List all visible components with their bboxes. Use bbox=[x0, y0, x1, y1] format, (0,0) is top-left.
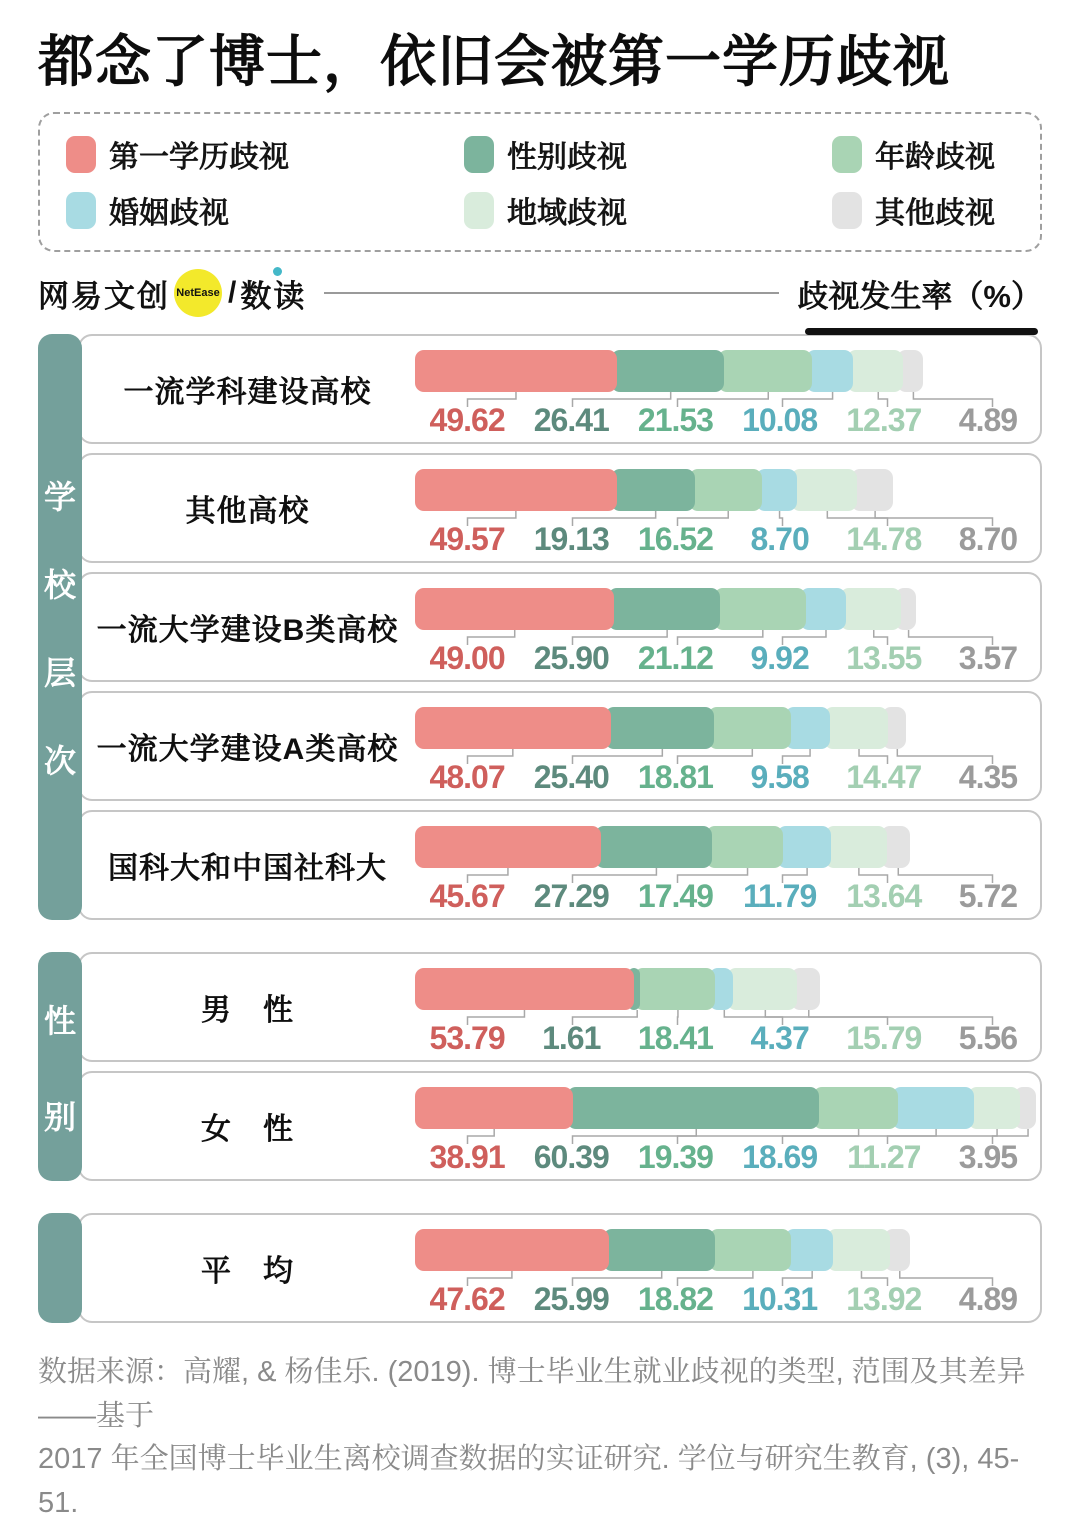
value-label-性别歧视: 60.39 bbox=[533, 1139, 609, 1176]
value-label-年龄歧视: 18.82 bbox=[637, 1281, 713, 1318]
legend-label: 地域歧视 bbox=[507, 197, 627, 231]
value-label-地域歧视: 13.64 bbox=[846, 878, 922, 915]
row-label: 一流大学建设A类高校 bbox=[96, 733, 399, 767]
bar-segment-地域歧视 bbox=[727, 968, 797, 1010]
bar-segment-性别歧视 bbox=[567, 1087, 819, 1129]
row-label: 国科大和中国社科大 bbox=[108, 852, 387, 886]
bar-segment-年龄歧视 bbox=[706, 826, 783, 868]
legend-item bbox=[66, 132, 464, 176]
brand-logo: 网易文创 bbox=[38, 278, 170, 314]
value-row bbox=[415, 521, 1040, 558]
group-学校层次 bbox=[38, 334, 1042, 920]
legend-label: 第一学历歧视 bbox=[109, 141, 289, 175]
sidebar-char: 别 bbox=[43, 1098, 76, 1135]
value-label-其他歧视: 4.35 bbox=[958, 759, 1018, 796]
row-card bbox=[78, 1213, 1042, 1323]
shuju-logo: 数读 bbox=[240, 271, 306, 316]
bar-segment-性别歧视 bbox=[603, 1229, 715, 1271]
legend-label: 婚姻歧视 bbox=[109, 197, 229, 231]
value-label-性别歧视: 1.61 bbox=[542, 1020, 601, 1057]
value-label-第一学历歧视: 47.62 bbox=[429, 1281, 505, 1318]
row-card bbox=[78, 572, 1042, 682]
value-label-婚姻歧视: 18.69 bbox=[742, 1139, 818, 1176]
axis-title: 歧视发生率（%） bbox=[797, 278, 1042, 314]
bar-area bbox=[415, 1073, 1040, 1179]
value-label-婚姻歧视: 8.70 bbox=[750, 521, 809, 558]
group-sidebar bbox=[38, 952, 82, 1181]
value-label-第一学历歧视: 49.57 bbox=[429, 521, 505, 558]
bar-segment-年龄歧视 bbox=[813, 1087, 898, 1129]
bar-segment-第一学历歧视 bbox=[415, 707, 611, 749]
row-label: 平 均 bbox=[201, 1255, 294, 1289]
bar-area bbox=[415, 693, 1040, 799]
stacked-bar bbox=[415, 588, 916, 630]
bar-segment-第一学历歧视 bbox=[415, 350, 617, 392]
stacked-bar bbox=[415, 826, 910, 868]
value-row bbox=[415, 1139, 1040, 1176]
bar-segment-其他歧视 bbox=[851, 469, 892, 511]
value-row bbox=[415, 878, 1040, 915]
sidebar-char: 层 bbox=[43, 655, 76, 692]
bar-segment-婚姻歧视 bbox=[785, 1229, 833, 1271]
value-label-地域歧视: 15.79 bbox=[846, 1020, 922, 1057]
value-label-第一学历歧视: 49.00 bbox=[429, 640, 505, 677]
row-card bbox=[78, 334, 1042, 444]
row-card bbox=[78, 952, 1042, 1062]
bar-area bbox=[415, 455, 1040, 561]
legend-swatch-region bbox=[464, 192, 494, 229]
value-label-年龄歧视: 17.49 bbox=[637, 878, 713, 915]
bar-area bbox=[415, 574, 1040, 680]
source-line-1: 数据来源：高耀, & 杨佳乐. (2019). 博士毕业生就业歧视的类型, 范围及其差异——基于 bbox=[38, 1356, 1026, 1432]
legend-label: 其他歧视 bbox=[875, 197, 995, 231]
value-label-地域歧视: 13.92 bbox=[846, 1281, 922, 1318]
row-card bbox=[78, 691, 1042, 801]
group-average bbox=[38, 1213, 1042, 1323]
bar-segment-婚姻歧视 bbox=[892, 1087, 974, 1129]
bar-segment-性别歧视 bbox=[611, 350, 724, 392]
bar-segment-第一学历歧视 bbox=[415, 1087, 573, 1129]
value-label-其他歧视: 5.72 bbox=[958, 878, 1018, 915]
legend-swatch-age bbox=[832, 136, 862, 173]
sidebar-char: 性 bbox=[43, 1002, 76, 1039]
row-label: 一流学科建设高校 bbox=[123, 376, 372, 410]
bar-segment-第一学历歧视 bbox=[415, 968, 634, 1010]
sidebar-char: 学 bbox=[43, 479, 76, 516]
bar-segment-地域歧视 bbox=[825, 826, 887, 868]
stacked-bar bbox=[415, 350, 923, 392]
bar-segment-年龄歧视 bbox=[689, 469, 762, 511]
legend-item bbox=[464, 188, 832, 232]
bar-segment-地域歧视 bbox=[824, 707, 889, 749]
bar-segment-年龄歧视 bbox=[714, 588, 806, 630]
bar-segment-地域歧视 bbox=[827, 1229, 890, 1271]
bar-segment-年龄歧视 bbox=[718, 350, 812, 392]
value-label-性别歧视: 26.41 bbox=[533, 402, 609, 439]
value-label-性别歧视: 25.90 bbox=[533, 640, 609, 677]
value-label-性别歧视: 25.99 bbox=[533, 1281, 609, 1318]
value-label-第一学历歧视: 53.79 bbox=[429, 1020, 505, 1057]
bar-segment-婚姻歧视 bbox=[777, 826, 831, 868]
value-label-地域歧视: 11.27 bbox=[847, 1139, 921, 1176]
value-label-第一学历歧视: 38.91 bbox=[429, 1139, 505, 1176]
stacked-bar bbox=[415, 1087, 1036, 1129]
value-row bbox=[415, 1020, 1040, 1057]
stacked-bar bbox=[415, 1229, 910, 1271]
group-sidebar bbox=[38, 1213, 82, 1323]
legend-label: 年龄歧视 bbox=[875, 141, 995, 175]
legend-item bbox=[832, 188, 1014, 232]
value-label-性别歧视: 25.40 bbox=[533, 759, 609, 796]
sidebar-char: 校 bbox=[43, 567, 76, 604]
legend-item bbox=[66, 188, 464, 232]
bar-segment-第一学历歧视 bbox=[415, 588, 614, 630]
sidebar-char: 次 bbox=[43, 743, 76, 780]
legend-swatch-other bbox=[832, 192, 862, 229]
legend-swatch-marriage bbox=[66, 192, 96, 229]
bar-segment-第一学历歧视 bbox=[415, 1229, 609, 1271]
bar-segment-性别歧视 bbox=[608, 588, 719, 630]
dot-accent-icon bbox=[273, 267, 282, 276]
value-label-婚姻歧视: 10.31 bbox=[742, 1281, 818, 1318]
row-label: 男 性 bbox=[201, 994, 294, 1028]
value-label-第一学历歧视: 48.07 bbox=[429, 759, 505, 796]
row-card bbox=[78, 1071, 1042, 1181]
value-label-地域歧视: 12.37 bbox=[846, 402, 922, 439]
group-sidebar bbox=[38, 334, 82, 920]
value-label-婚姻歧视: 4.37 bbox=[750, 1020, 809, 1057]
value-label-其他歧视: 4.89 bbox=[958, 402, 1018, 439]
bar-segment-年龄歧视 bbox=[709, 1229, 792, 1271]
bar-segment-年龄歧视 bbox=[634, 968, 715, 1010]
value-label-年龄歧视: 19.39 bbox=[637, 1139, 713, 1176]
bar-segment-婚姻歧视 bbox=[806, 350, 853, 392]
value-label-其他歧视: 4.89 bbox=[958, 1281, 1018, 1318]
infographic bbox=[0, 30, 1080, 1525]
value-label-年龄歧视: 18.41 bbox=[637, 1020, 713, 1057]
data-source bbox=[38, 1351, 1042, 1525]
value-label-其他歧视: 3.57 bbox=[958, 640, 1018, 677]
bar-segment-地域歧视 bbox=[968, 1087, 1020, 1129]
bar-segment-地域歧视 bbox=[791, 469, 857, 511]
value-label-地域歧视: 13.55 bbox=[846, 640, 922, 677]
header-row bbox=[38, 268, 1042, 318]
bar-segment-婚姻歧视 bbox=[785, 707, 830, 749]
value-label-婚姻歧视: 9.92 bbox=[750, 640, 809, 677]
stacked-bar bbox=[415, 469, 893, 511]
netease-badge-icon: NetEase bbox=[174, 269, 222, 317]
value-label-婚姻歧视: 10.08 bbox=[742, 402, 818, 439]
value-label-第一学历歧视: 49.62 bbox=[429, 402, 505, 439]
row-label: 一流大学建设B类高校 bbox=[96, 614, 399, 648]
legend-label: 性别歧视 bbox=[507, 141, 627, 175]
bar-segment-第一学历歧视 bbox=[415, 469, 617, 511]
value-row bbox=[415, 640, 1040, 677]
value-label-其他歧视: 8.70 bbox=[958, 521, 1018, 558]
bar-area bbox=[415, 1215, 1040, 1321]
value-label-婚姻歧视: 11.79 bbox=[742, 878, 817, 915]
row-card bbox=[78, 810, 1042, 920]
value-label-地域歧视: 14.47 bbox=[846, 759, 922, 796]
value-label-性别歧视: 27.29 bbox=[533, 878, 609, 915]
value-row bbox=[415, 759, 1040, 796]
stacked-bar bbox=[415, 968, 820, 1010]
value-row bbox=[415, 1281, 1040, 1318]
value-label-年龄歧视: 18.81 bbox=[637, 759, 713, 796]
bar-area bbox=[415, 954, 1040, 1060]
legend-swatch-first-degree bbox=[66, 136, 96, 173]
legend-swatch-gender bbox=[464, 136, 494, 173]
bar-segment-性别歧视 bbox=[611, 469, 695, 511]
stacked-bar bbox=[415, 707, 906, 749]
bar-segment-第一学历歧视 bbox=[415, 826, 601, 868]
axis-underline-bar bbox=[805, 328, 1038, 335]
bar-segment-地域歧视 bbox=[847, 350, 903, 392]
value-label-其他歧视: 5.56 bbox=[958, 1020, 1018, 1057]
value-label-年龄歧视: 21.12 bbox=[637, 640, 713, 677]
group-性别 bbox=[38, 952, 1042, 1181]
value-label-其他歧视: 3.95 bbox=[958, 1139, 1018, 1176]
value-label-年龄歧视: 16.52 bbox=[637, 521, 713, 558]
value-row bbox=[415, 402, 1040, 439]
page-title: 都念了博士，依旧会被第一学历歧视 bbox=[38, 30, 950, 93]
legend-item bbox=[464, 132, 832, 176]
bar-segment-性别歧视 bbox=[595, 826, 712, 868]
value-label-地域歧视: 14.78 bbox=[846, 521, 922, 558]
bar-segment-年龄歧视 bbox=[708, 707, 791, 749]
source-line-2: 2017 年全国博士毕业生离校调查数据的实证研究. 学位与研究生教育, (3), 45-51. bbox=[38, 1443, 1020, 1519]
bar-area bbox=[415, 812, 1040, 918]
row-label: 女 性 bbox=[201, 1113, 294, 1147]
bar-segment-性别歧视 bbox=[605, 707, 714, 749]
bar-area bbox=[415, 336, 1040, 442]
value-label-第一学历歧视: 45.67 bbox=[429, 878, 505, 915]
stacked-bar-chart bbox=[38, 334, 1042, 1323]
bar-segment-地域歧视 bbox=[840, 588, 901, 630]
legend bbox=[38, 112, 1042, 252]
bar-segment-婚姻歧视 bbox=[800, 588, 846, 630]
value-label-年龄歧视: 21.53 bbox=[637, 402, 713, 439]
row-label: 其他高校 bbox=[185, 495, 310, 529]
legend-item bbox=[832, 132, 1014, 176]
divider-line bbox=[324, 292, 779, 294]
value-label-性别歧视: 19.13 bbox=[533, 521, 609, 558]
row-card bbox=[78, 453, 1042, 563]
logo-separator: / bbox=[228, 276, 237, 310]
bar-segment-婚姻歧视 bbox=[756, 469, 797, 511]
value-label-婚姻歧视: 9.58 bbox=[750, 759, 809, 796]
